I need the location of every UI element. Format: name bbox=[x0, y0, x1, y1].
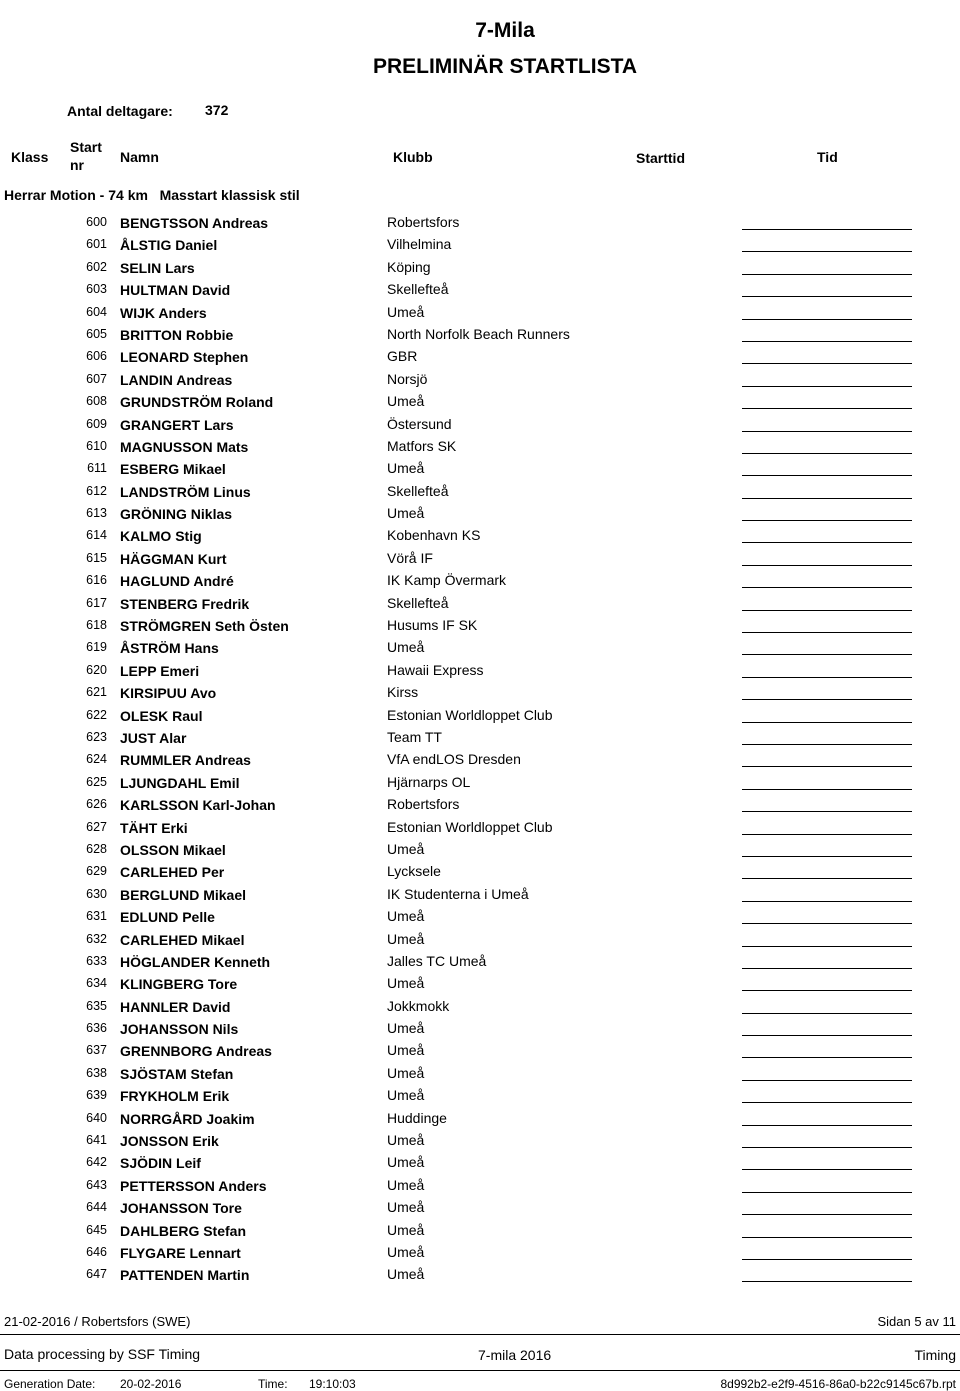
time-entry-line bbox=[742, 654, 912, 655]
table-row bbox=[0, 1129, 960, 1151]
participant-club: Umeå bbox=[387, 930, 425, 947]
table-row bbox=[0, 211, 960, 233]
participant-name: LEPP Emeri bbox=[120, 662, 200, 679]
time-entry-line bbox=[742, 319, 912, 320]
table-row bbox=[0, 1084, 960, 1106]
participant-club: Umeå bbox=[387, 1042, 425, 1059]
time-entry-line bbox=[742, 1013, 912, 1014]
time-entry-line bbox=[742, 274, 912, 275]
start-number: 623 bbox=[86, 729, 107, 744]
participant-club: Umeå bbox=[387, 1266, 425, 1283]
participant-club: Umeå bbox=[387, 1243, 425, 1260]
start-number: 638 bbox=[86, 1065, 107, 1080]
participant-club: North Norfolk Beach Runners bbox=[387, 325, 570, 342]
table-row bbox=[0, 748, 960, 770]
report-file-id bbox=[694, 1377, 956, 1391]
participant-count-value: 372 bbox=[205, 102, 229, 118]
data-processing-credit: Data processing by SSF Timing bbox=[4, 1346, 201, 1362]
column-header-klass: Klass bbox=[11, 149, 49, 165]
table-row bbox=[0, 592, 960, 614]
start-number: 617 bbox=[86, 595, 107, 610]
time-entry-line bbox=[742, 542, 912, 543]
participant-name: JONSSON Erik bbox=[120, 1133, 219, 1150]
time-entry-line bbox=[742, 699, 912, 700]
start-number: 647 bbox=[86, 1267, 107, 1282]
start-number: 604 bbox=[86, 304, 107, 319]
time-entry-line bbox=[742, 1237, 912, 1238]
start-number: 609 bbox=[86, 416, 107, 431]
participant-club: Kirss bbox=[387, 684, 419, 701]
participant-name: GRANGERT Lars bbox=[120, 416, 234, 433]
participant-club: Jalles TC Umeå bbox=[387, 952, 487, 969]
start-number: 634 bbox=[86, 976, 107, 991]
table-row bbox=[0, 457, 960, 479]
footer-event-name: 7-mila 2016 bbox=[478, 1347, 552, 1363]
start-number: 643 bbox=[86, 1177, 107, 1192]
start-number: 641 bbox=[86, 1133, 107, 1148]
start-number: 624 bbox=[86, 752, 107, 767]
time-entry-line bbox=[742, 856, 912, 857]
participant-club: Umeå bbox=[387, 393, 425, 410]
participant-name: LJUNGDAHL Emil bbox=[120, 774, 240, 791]
start-list bbox=[0, 211, 960, 1286]
time-entry-line bbox=[742, 610, 912, 611]
start-number: 628 bbox=[86, 841, 107, 856]
table-row bbox=[0, 480, 960, 502]
start-number: 603 bbox=[86, 282, 107, 297]
participant-name: ESBERG Mikael bbox=[120, 461, 226, 478]
time-entry-line bbox=[742, 498, 912, 499]
start-number: 605 bbox=[86, 326, 107, 341]
start-number: 600 bbox=[86, 215, 107, 229]
participant-name: MAGNUSSON Mats bbox=[120, 438, 249, 455]
document-title: PRELIMINÄR STARTLISTA bbox=[372, 55, 638, 78]
participant-club: Umeå bbox=[387, 1176, 425, 1193]
start-number: 607 bbox=[86, 371, 107, 386]
time-entry-line bbox=[742, 475, 912, 476]
participant-name: JOHANSSON Tore bbox=[120, 1200, 242, 1217]
time-entry-line bbox=[742, 968, 912, 969]
table-row bbox=[0, 435, 960, 457]
participant-club: Östersund bbox=[387, 415, 452, 432]
participant-club: Husums IF SK bbox=[387, 617, 478, 634]
participant-name: KARLSSON Karl-Johan bbox=[120, 797, 276, 814]
table-row bbox=[0, 704, 960, 726]
participant-name: LANDIN Andreas bbox=[120, 371, 233, 388]
participant-club: Skellefteå bbox=[387, 482, 449, 499]
start-number: 616 bbox=[86, 573, 107, 588]
column-header-klubb: Klubb bbox=[393, 149, 433, 165]
table-row bbox=[0, 323, 960, 345]
start-number: 619 bbox=[86, 640, 107, 655]
participant-club: Umeå bbox=[387, 1064, 425, 1081]
participant-club: Umeå bbox=[387, 303, 425, 320]
time-entry-line bbox=[742, 811, 912, 812]
start-number: 615 bbox=[86, 550, 107, 565]
time-entry-line bbox=[742, 296, 912, 297]
start-number: 640 bbox=[86, 1110, 107, 1125]
participant-name: CARLEHED Mikael bbox=[120, 931, 245, 948]
table-row bbox=[0, 301, 960, 323]
participant-club: Umeå bbox=[387, 1132, 425, 1149]
time-entry-line bbox=[742, 923, 912, 924]
participant-club: Estonian Worldloppet Club bbox=[387, 818, 553, 835]
start-number: 611 bbox=[87, 461, 107, 476]
table-row bbox=[0, 905, 960, 927]
participant-club: Norsjö bbox=[387, 370, 428, 387]
time-entry-line bbox=[742, 1214, 912, 1215]
participant-name: BENGTSSON Andreas bbox=[120, 215, 269, 231]
table-row bbox=[0, 860, 960, 882]
participant-name: FRYKHOLM Erik bbox=[120, 1088, 230, 1105]
participant-club: Kobenhavn KS bbox=[387, 527, 481, 544]
time-entry-line bbox=[742, 901, 912, 902]
participant-club: Umeå bbox=[387, 908, 425, 925]
table-row bbox=[0, 972, 960, 994]
participant-name: HULTMAN David bbox=[120, 282, 231, 299]
table-row bbox=[0, 502, 960, 524]
start-number: 606 bbox=[86, 349, 107, 364]
participant-name: HÄGGMAN Kurt bbox=[120, 550, 227, 567]
participant-name: KLINGBERG Tore bbox=[120, 976, 238, 993]
start-number: 632 bbox=[86, 931, 107, 946]
time-entry-line bbox=[742, 520, 912, 521]
participant-club: Robertsfors bbox=[387, 796, 460, 813]
time-entry-line bbox=[742, 587, 912, 588]
table-row bbox=[0, 1062, 960, 1084]
participant-club: Umeå bbox=[387, 1087, 425, 1104]
start-number: 631 bbox=[86, 909, 107, 924]
time-entry-line bbox=[742, 677, 912, 678]
participant-club: Matfors SK bbox=[387, 437, 457, 454]
table-row bbox=[0, 1151, 960, 1173]
participant-club: Hjärnarps OL bbox=[387, 773, 471, 790]
time-entry-line bbox=[742, 431, 912, 432]
time-entry-line bbox=[742, 1080, 912, 1081]
participant-name: JUST Alar bbox=[120, 729, 187, 746]
start-number: 627 bbox=[86, 819, 107, 834]
table-row bbox=[0, 995, 960, 1017]
start-number: 613 bbox=[86, 506, 107, 521]
table-row bbox=[0, 726, 960, 748]
table-row bbox=[0, 345, 960, 367]
start-number: 642 bbox=[86, 1155, 107, 1170]
participant-name: HÖGLANDER Kenneth bbox=[120, 953, 271, 970]
event-title: 7-Mila bbox=[475, 19, 535, 42]
time-entry-line bbox=[742, 408, 912, 409]
participant-club: Team TT bbox=[387, 728, 442, 745]
participant-name: SJÖDIN Leif bbox=[120, 1155, 201, 1172]
start-number: 636 bbox=[86, 1021, 107, 1036]
participant-club: Umeå bbox=[387, 505, 425, 522]
time-entry-line bbox=[742, 722, 912, 723]
participant-name: STENBERG Fredrik bbox=[120, 595, 250, 612]
class-heading: Herrar Motion - 74 km Masstart klassisk stil bbox=[4, 187, 300, 203]
start-number: 602 bbox=[86, 259, 107, 274]
participant-name: GRÖNING Niklas bbox=[120, 506, 233, 523]
footer-timing-label: Timing bbox=[914, 1347, 956, 1363]
column-header-start-line2: nr bbox=[70, 157, 84, 173]
generation-time-label: Time: bbox=[258, 1377, 288, 1391]
table-row bbox=[0, 390, 960, 412]
participant-club: Hawaii Express bbox=[387, 661, 484, 678]
participant-name: BERGLUND Mikael bbox=[120, 886, 247, 903]
participant-club: Umeå bbox=[387, 1020, 425, 1037]
time-entry-line bbox=[742, 565, 912, 566]
footer-date-place: 21-02-2016 / Robertsfors (SWE) bbox=[4, 1314, 191, 1329]
participant-club: Umeå bbox=[387, 639, 425, 656]
table-row bbox=[0, 681, 960, 703]
start-number: 620 bbox=[86, 662, 107, 677]
table-row bbox=[0, 636, 960, 658]
participant-name: WIJK Anders bbox=[120, 304, 207, 321]
participant-name: DAHLBERG Stefan bbox=[120, 1222, 247, 1239]
time-entry-line bbox=[742, 744, 912, 745]
table-row bbox=[0, 233, 960, 255]
generation-date-value: 20-02-2016 bbox=[120, 1377, 182, 1391]
time-entry-line bbox=[742, 1169, 912, 1170]
participant-name: ÅLSTIG Daniel bbox=[120, 237, 218, 254]
column-header-start-nr bbox=[70, 138, 102, 174]
participant-name: STRÖMGREN Seth Östen bbox=[120, 618, 289, 635]
table-row bbox=[0, 659, 960, 681]
participant-club: Umeå bbox=[387, 1221, 425, 1238]
time-entry-line bbox=[742, 766, 912, 767]
time-entry-line bbox=[742, 229, 912, 230]
participant-name: LANDSTRÖM Linus bbox=[120, 483, 251, 500]
column-header-starttid: Starttid bbox=[636, 150, 685, 166]
participant-club: Köping bbox=[387, 258, 431, 275]
start-number: 644 bbox=[86, 1200, 107, 1215]
participant-name: OLESK Raul bbox=[120, 707, 203, 724]
time-entry-line bbox=[742, 789, 912, 790]
start-number: 601 bbox=[86, 237, 107, 252]
table-row bbox=[0, 413, 960, 435]
participant-club: Umeå bbox=[387, 1199, 425, 1216]
table-row bbox=[0, 1263, 960, 1285]
table-row bbox=[0, 1017, 960, 1039]
generation-time-value: 19:10:03 bbox=[309, 1377, 356, 1391]
time-entry-line bbox=[742, 1125, 912, 1126]
footer-divider bbox=[0, 1334, 960, 1335]
table-row bbox=[0, 1039, 960, 1061]
start-number: 645 bbox=[86, 1222, 107, 1237]
participant-name: HANNLER David bbox=[120, 998, 231, 1015]
generation-date-label: Generation Date: bbox=[4, 1377, 96, 1391]
participant-name: PATTENDEN Martin bbox=[120, 1267, 250, 1284]
column-header-start-line1: Start bbox=[70, 139, 102, 155]
time-entry-line bbox=[742, 386, 912, 387]
participant-name: HAGLUND André bbox=[120, 573, 234, 590]
time-entry-line bbox=[742, 251, 912, 252]
participant-name: CARLEHED Per bbox=[120, 864, 225, 881]
participant-count-label: Antal deltagare: bbox=[67, 103, 173, 119]
participant-name: JOHANSSON Nils bbox=[120, 1021, 239, 1038]
start-number: 608 bbox=[86, 394, 107, 409]
participant-name: SJÖSTAM Stefan bbox=[120, 1065, 234, 1082]
table-row bbox=[0, 569, 960, 591]
start-number: 625 bbox=[86, 774, 107, 789]
participant-name: FLYGARE Lennart bbox=[120, 1244, 241, 1261]
participant-club: Skellefteå bbox=[387, 594, 449, 611]
participant-club: Skellefteå bbox=[387, 281, 449, 298]
participant-name: LEONARD Stephen bbox=[120, 349, 249, 366]
start-number: 618 bbox=[86, 618, 107, 633]
participant-club: Vörå IF bbox=[387, 549, 433, 566]
column-header-tid: Tid bbox=[817, 149, 838, 165]
participant-club: Umeå bbox=[387, 840, 425, 857]
time-entry-line bbox=[742, 1102, 912, 1103]
table-row bbox=[0, 524, 960, 546]
participant-name: EDLUND Pelle bbox=[120, 909, 215, 926]
table-row bbox=[0, 256, 960, 278]
participant-name: OLSSON Mikael bbox=[120, 841, 226, 858]
table-row bbox=[0, 883, 960, 905]
table-row bbox=[0, 1107, 960, 1129]
time-entry-line bbox=[742, 834, 912, 835]
start-number: 637 bbox=[86, 1043, 107, 1058]
participant-club: Umeå bbox=[387, 975, 425, 992]
table-row bbox=[0, 771, 960, 793]
table-row bbox=[0, 793, 960, 815]
table-row bbox=[0, 1219, 960, 1241]
time-entry-line bbox=[742, 453, 912, 454]
participant-club: Estonian Worldloppet Club bbox=[387, 706, 553, 723]
time-entry-line bbox=[742, 341, 912, 342]
start-number: 614 bbox=[86, 528, 107, 543]
participant-club: GBR bbox=[387, 348, 418, 365]
participant-club: IK Kamp Övermark bbox=[387, 572, 507, 589]
participant-name: BRITTON Robbie bbox=[120, 326, 234, 343]
start-number: 629 bbox=[86, 864, 107, 879]
start-number: 630 bbox=[86, 886, 107, 901]
table-row bbox=[0, 838, 960, 860]
start-number: 639 bbox=[86, 1088, 107, 1103]
participant-club: Robertsfors bbox=[387, 214, 460, 230]
time-entry-line bbox=[742, 878, 912, 879]
participant-name: KIRSIPUU Avo bbox=[120, 685, 217, 702]
participant-name: PETTERSSON Anders bbox=[120, 1177, 267, 1194]
participant-club: Huddinge bbox=[387, 1109, 447, 1126]
participant-name: TÄHT Erki bbox=[120, 819, 188, 836]
table-row bbox=[0, 1174, 960, 1196]
column-header-namn: Namn bbox=[120, 149, 159, 165]
table-row bbox=[0, 1241, 960, 1263]
time-entry-line bbox=[742, 1147, 912, 1148]
time-entry-line bbox=[742, 363, 912, 364]
time-entry-line bbox=[742, 1192, 912, 1193]
participant-club: IK Studenterna i Umeå bbox=[387, 885, 529, 902]
report-file-id-text: 8d992b2-e2f9-4516-86a0-b22c9145c67b.rpt bbox=[720, 1377, 956, 1391]
participant-club: Jokkmokk bbox=[387, 997, 450, 1014]
time-entry-line bbox=[742, 1281, 912, 1282]
time-entry-line bbox=[742, 1259, 912, 1260]
table-row bbox=[0, 278, 960, 300]
footer-divider-bottom bbox=[0, 1370, 960, 1371]
participant-name: SELIN Lars bbox=[120, 259, 195, 276]
table-row bbox=[0, 368, 960, 390]
participant-club: Umeå bbox=[387, 1154, 425, 1171]
time-entry-line bbox=[742, 632, 912, 633]
start-number: 622 bbox=[86, 707, 107, 722]
participant-club: Lycksele bbox=[387, 863, 441, 880]
start-number: 633 bbox=[86, 953, 107, 968]
time-entry-line bbox=[742, 1057, 912, 1058]
time-entry-line bbox=[742, 1035, 912, 1036]
page-indicator: Sidan 5 av 11 bbox=[877, 1314, 956, 1329]
table-row bbox=[0, 950, 960, 972]
start-number: 626 bbox=[86, 797, 107, 812]
participant-name: ÅSTRÖM Hans bbox=[120, 640, 219, 657]
table-row bbox=[0, 614, 960, 636]
table-row bbox=[0, 1196, 960, 1218]
participant-club: Umeå bbox=[387, 460, 425, 477]
participant-name: KALMO Stig bbox=[120, 528, 202, 545]
table-row bbox=[0, 928, 960, 950]
start-number: 612 bbox=[86, 483, 107, 498]
participant-name: GRENNBORG Andreas bbox=[120, 1043, 272, 1060]
table-row bbox=[0, 816, 960, 838]
start-number: 621 bbox=[86, 685, 107, 700]
participant-club: VfA endLOS Dresden bbox=[387, 751, 521, 768]
participant-name: GRUNDSTRÖM Roland bbox=[120, 394, 274, 411]
time-entry-line bbox=[742, 946, 912, 947]
participant-club: Vilhelmina bbox=[387, 236, 452, 253]
participant-name: RUMMLER Andreas bbox=[120, 752, 251, 769]
time-entry-line bbox=[742, 990, 912, 991]
start-number: 635 bbox=[86, 998, 107, 1013]
start-number: 610 bbox=[86, 438, 107, 453]
start-number: 646 bbox=[86, 1244, 107, 1259]
table-row bbox=[0, 547, 960, 569]
participant-name: NORRGÅRD Joakim bbox=[120, 1110, 255, 1127]
